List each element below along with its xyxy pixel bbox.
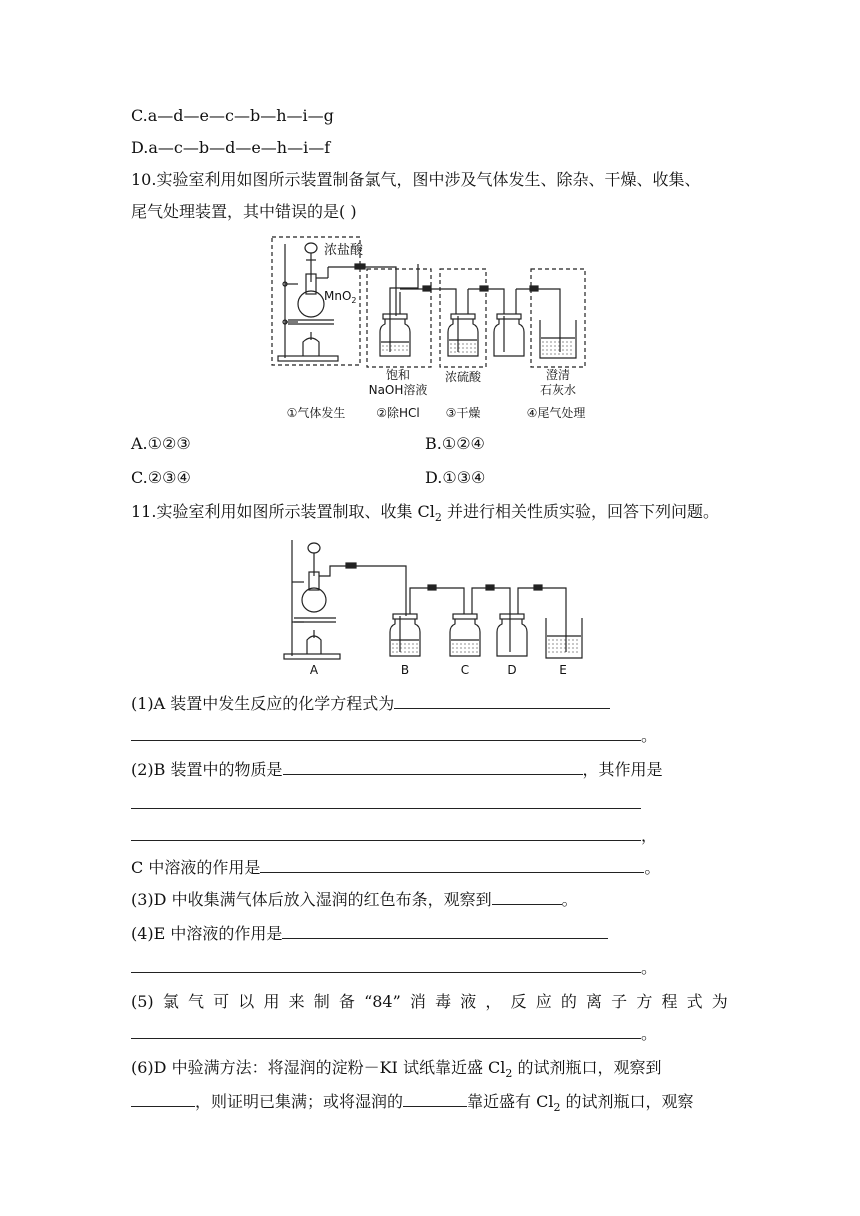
- answer-blank-2c[interactable]: [131, 824, 641, 841]
- answer-blank-4b[interactable]: [131, 956, 641, 973]
- answer-blank-5[interactable]: [131, 1022, 641, 1039]
- q11-part5: (5) 氯 气 可 以 用 来 制 备 “84” 消 毒 液 ， 反 应 的 离 子 方 程 式 为: [131, 992, 728, 1011]
- q11-part2-line2: [131, 792, 641, 816]
- q9-option-c: C.a—d—e—c—b—h—i—g: [131, 106, 334, 125]
- q11-part2-c: C 中溶液的作用是 。: [131, 858, 661, 877]
- q10-option-c: C.②③④: [131, 468, 191, 487]
- answer-blank-4a[interactable]: [282, 922, 608, 939]
- answer-blank-2a[interactable]: [283, 758, 583, 775]
- label-conc-hcl: 浓盐酸: [324, 243, 364, 258]
- q11-part1-cont: 。: [131, 724, 657, 748]
- q9-option-d: D.a—c—b—d—e—h—i—f: [131, 138, 331, 157]
- q11-part2-line3: ，: [131, 824, 657, 848]
- q10-apparatus-figure: [268, 234, 598, 428]
- q10-option-b: B.①②④: [425, 434, 485, 453]
- q11-part4: (4)E 中溶液的作用是: [131, 922, 608, 946]
- q11-part3: (3)D 中收集满气体后放入湿润的红色布条，观察到 。: [131, 890, 578, 909]
- label-limewater: 石灰水: [539, 383, 577, 397]
- q11-part4-cont: 。: [131, 956, 657, 980]
- q10-stem-line1: 10.实验室利用如图所示装置制备氯气，图中涉及气体发生、除杂、干燥、收集、: [131, 170, 701, 189]
- q10-option-d: D.①③④: [425, 468, 486, 487]
- answer-blank-1a[interactable]: [394, 692, 610, 709]
- q11-part2: (2)B 装置中的物质是 ，其作用是: [131, 760, 663, 779]
- label-apparatus-b: B: [400, 663, 410, 677]
- caption-drying: ③干燥: [445, 406, 481, 420]
- q11-part6-cont: ，则证明已集满；或将湿润的 靠近盛有 $Cl_2$ 的试剂瓶口，观察: [131, 1090, 694, 1120]
- label-apparatus-d: D: [507, 663, 517, 677]
- answer-blank-2d[interactable]: [260, 856, 644, 873]
- q11-stem: 11.实验室利用如图所示装置制取、收集 $Cl_2$ 并进行相关性质实验，回答下列问题。: [131, 502, 719, 525]
- answer-blank-6a[interactable]: [131, 1090, 195, 1107]
- answer-blank-1b[interactable]: [131, 724, 641, 741]
- q11-apparatus-figure: [278, 534, 588, 680]
- label-clear: 澄清: [545, 368, 571, 382]
- label-apparatus-a: A: [309, 663, 319, 677]
- label-apparatus-c: C: [460, 663, 470, 677]
- q11-part6: (6)D 中验满方法：将湿润的淀粉－KI 试纸靠近盛 $Cl_2$ 的试剂瓶口，观察到: [131, 1058, 662, 1081]
- label-conc-h2so4: 浓硫酸: [444, 370, 482, 384]
- answer-blank-2b[interactable]: [131, 792, 641, 809]
- caption-gas-generation: ①气体发生: [286, 406, 346, 420]
- caption-tail-gas: ④尾气处理: [526, 406, 586, 420]
- label-mno2: MnO$_2$: [324, 289, 357, 305]
- answer-blank-6b[interactable]: [403, 1090, 467, 1107]
- q10-option-a: A.①②③: [131, 434, 191, 453]
- q10-stem-line2: 尾气处理装置，其中错误的是( ): [131, 202, 357, 221]
- label-apparatus-e: E: [559, 663, 567, 677]
- caption-remove-hcl: ②除HCl: [376, 406, 420, 420]
- label-saturated: 饱和: [385, 368, 411, 382]
- answer-blank-3[interactable]: [492, 888, 562, 905]
- q11-part1: (1)A 装置中发生反应的化学方程式为: [131, 692, 610, 716]
- q11-part5-cont: 。: [131, 1022, 657, 1046]
- label-naoh-solution: NaOH溶液: [368, 383, 428, 397]
